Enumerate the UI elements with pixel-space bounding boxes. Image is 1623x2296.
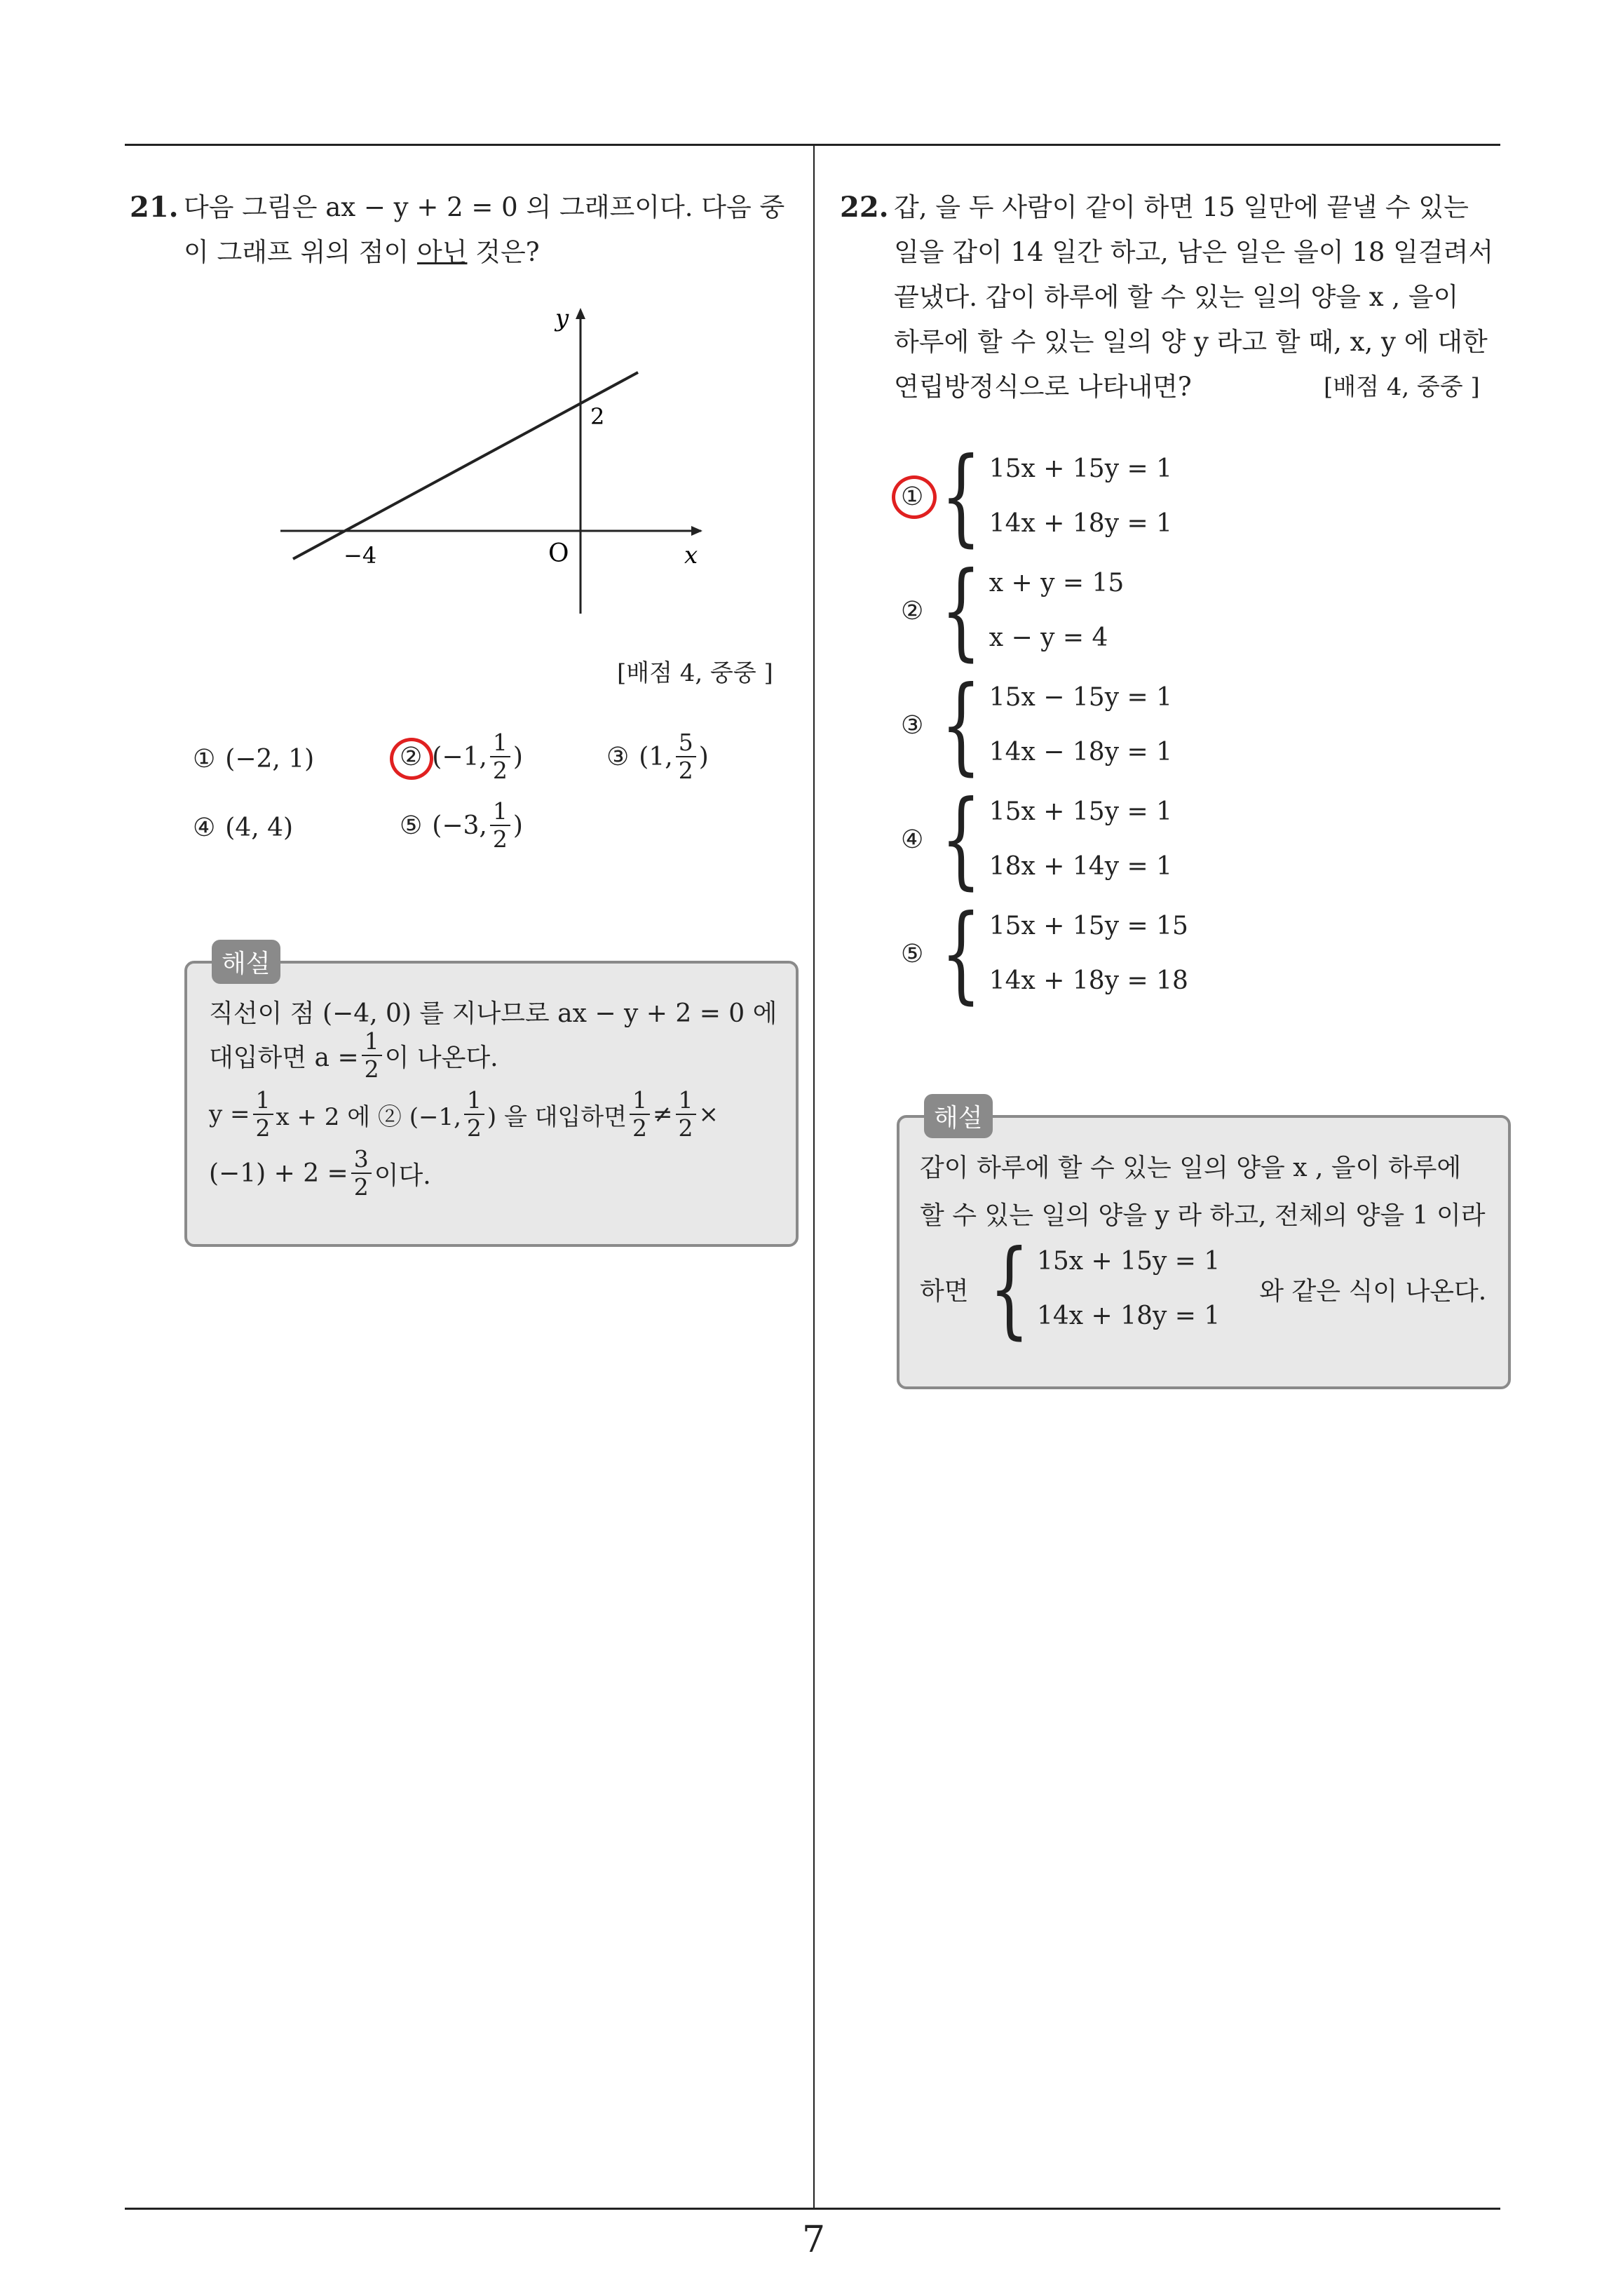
page-number: 7 [802, 2219, 826, 2261]
q21-choice-2[interactable]: ② (−1, $\frac{1}{2}$ ) [400, 729, 523, 784]
brace-icon: { [989, 1228, 1029, 1350]
q21-stem-line1: 다음 그림은 ax − y + 2 = 0 의 그래프이다. 다음 중 [184, 192, 785, 222]
q22-explanation-line1: 갑이 하루에 할 수 있는 일의 양을 x , 을이 하루에 [920, 1154, 1462, 1182]
q21-graph [273, 298, 722, 621]
q21-underlined-word: 아닌 [416, 237, 468, 267]
brace-icon: { [941, 893, 982, 1015]
q22-explanation-tag: 해설 [924, 1094, 993, 1138]
q21-stem-line2: 이 그래프 위의 점이 아닌 것은? [184, 237, 540, 267]
brace-icon: { [941, 550, 982, 672]
q21-choice-5[interactable]: ⑤ (−3, $\frac{1}{2}$ ) [400, 797, 523, 853]
q21-choice-1[interactable]: ① (−2, 1) [193, 745, 315, 774]
bottom-rule [125, 2208, 1500, 2210]
x-axis-arrow-icon [691, 526, 702, 536]
q21-explanation-line1: 직선이 점 (−4, 0) 를 지나므로 ax − y + 2 = 0 에 [209, 999, 777, 1028]
x-intercept-label: −4 [344, 542, 377, 569]
q22-selected-answer-circle [892, 475, 937, 519]
top-rule [125, 144, 1500, 146]
q22-choice-2[interactable]: ② { x + y = 15 x − y = 4 [901, 550, 1125, 672]
column-divider [813, 144, 815, 2209]
q21-choice-3[interactable]: ③ (1, $\frac{5}{2}$ ) [606, 729, 709, 784]
q22-stem-line1: 갑, 을 두 사람이 같이 하면 15 일만에 끝낼 수 있는 [894, 192, 1469, 222]
origin-label: O [548, 539, 569, 568]
y-axis-label: y [555, 304, 569, 332]
q21-score: [배점 4, 중중 ] [617, 659, 773, 687]
q22-choice-5[interactable]: ⑤ { 15x + 15y = 15 14x + 18y = 18 [901, 893, 1188, 1015]
brace-icon: { [941, 435, 982, 558]
q22-choice-4[interactable]: ④ { 15x + 15y = 1 18x + 14y = 1 [901, 778, 1172, 900]
q22-explanation-system: 하면 { 15x + 15y = 1 14x + 18y = 1 와 같은 식이 나온다. [920, 1228, 1487, 1350]
y-axis-arrow-icon [576, 308, 585, 319]
q21-number: 21. [130, 191, 179, 224]
q22-choice-1[interactable]: ① { 15x + 15y = 1 14x + 18y = 1 [901, 435, 1172, 558]
q22-choice-3[interactable]: ③ { 15x − 15y = 1 14x − 18y = 1 [901, 664, 1172, 786]
q21-explanation-line3: y = $\frac{1}{2}$ x + 2 에 ② (−1, $\frac{1}{2}$ ) 을 대입하면 $\frac{1}{2}$ ≠ $\frac{1}{2}$ × [209, 1086, 719, 1142]
q22-stem-line3: 끝냈다. 갑이 하루에 할 수 있는 일의 양을 x , 을이 [894, 282, 1459, 312]
q22-stem-line2: 일을 갑이 14 일간 하고, 남은 일은 을이 18 일걸려서 [894, 237, 1494, 267]
q21-explanation-tag: 해설 [212, 940, 280, 984]
q22-score: [배점 4, 중중 ] [1324, 373, 1480, 401]
brace-icon: { [941, 778, 982, 900]
q22-explanation-line2: 할 수 있는 일의 양을 y 라 하고, 전체의 양을 1 이라 [920, 1201, 1486, 1230]
q22-number: 22. [840, 191, 889, 224]
q22-stem-line4: 하루에 할 수 있는 일의 양 y 라고 할 때, x, y 에 대한 [894, 327, 1488, 357]
q21-choice-4[interactable]: ④ (4, 4) [193, 813, 294, 842]
x-axis-label: x [684, 541, 698, 569]
q21-explanation-line4: (−1) + 2 = $\frac{3}{2}$ 이다. [209, 1145, 431, 1201]
q21-explanation-line2: 대입하면 a = $\frac{1}{2}$ 이 나온다. [209, 1027, 498, 1083]
brace-icon: { [941, 664, 982, 786]
q21-selected-answer-circle [390, 738, 433, 780]
q22-stem-line5: 연립방정식으로 나타내면? [894, 372, 1192, 402]
y-intercept-label: 2 [590, 403, 605, 430]
